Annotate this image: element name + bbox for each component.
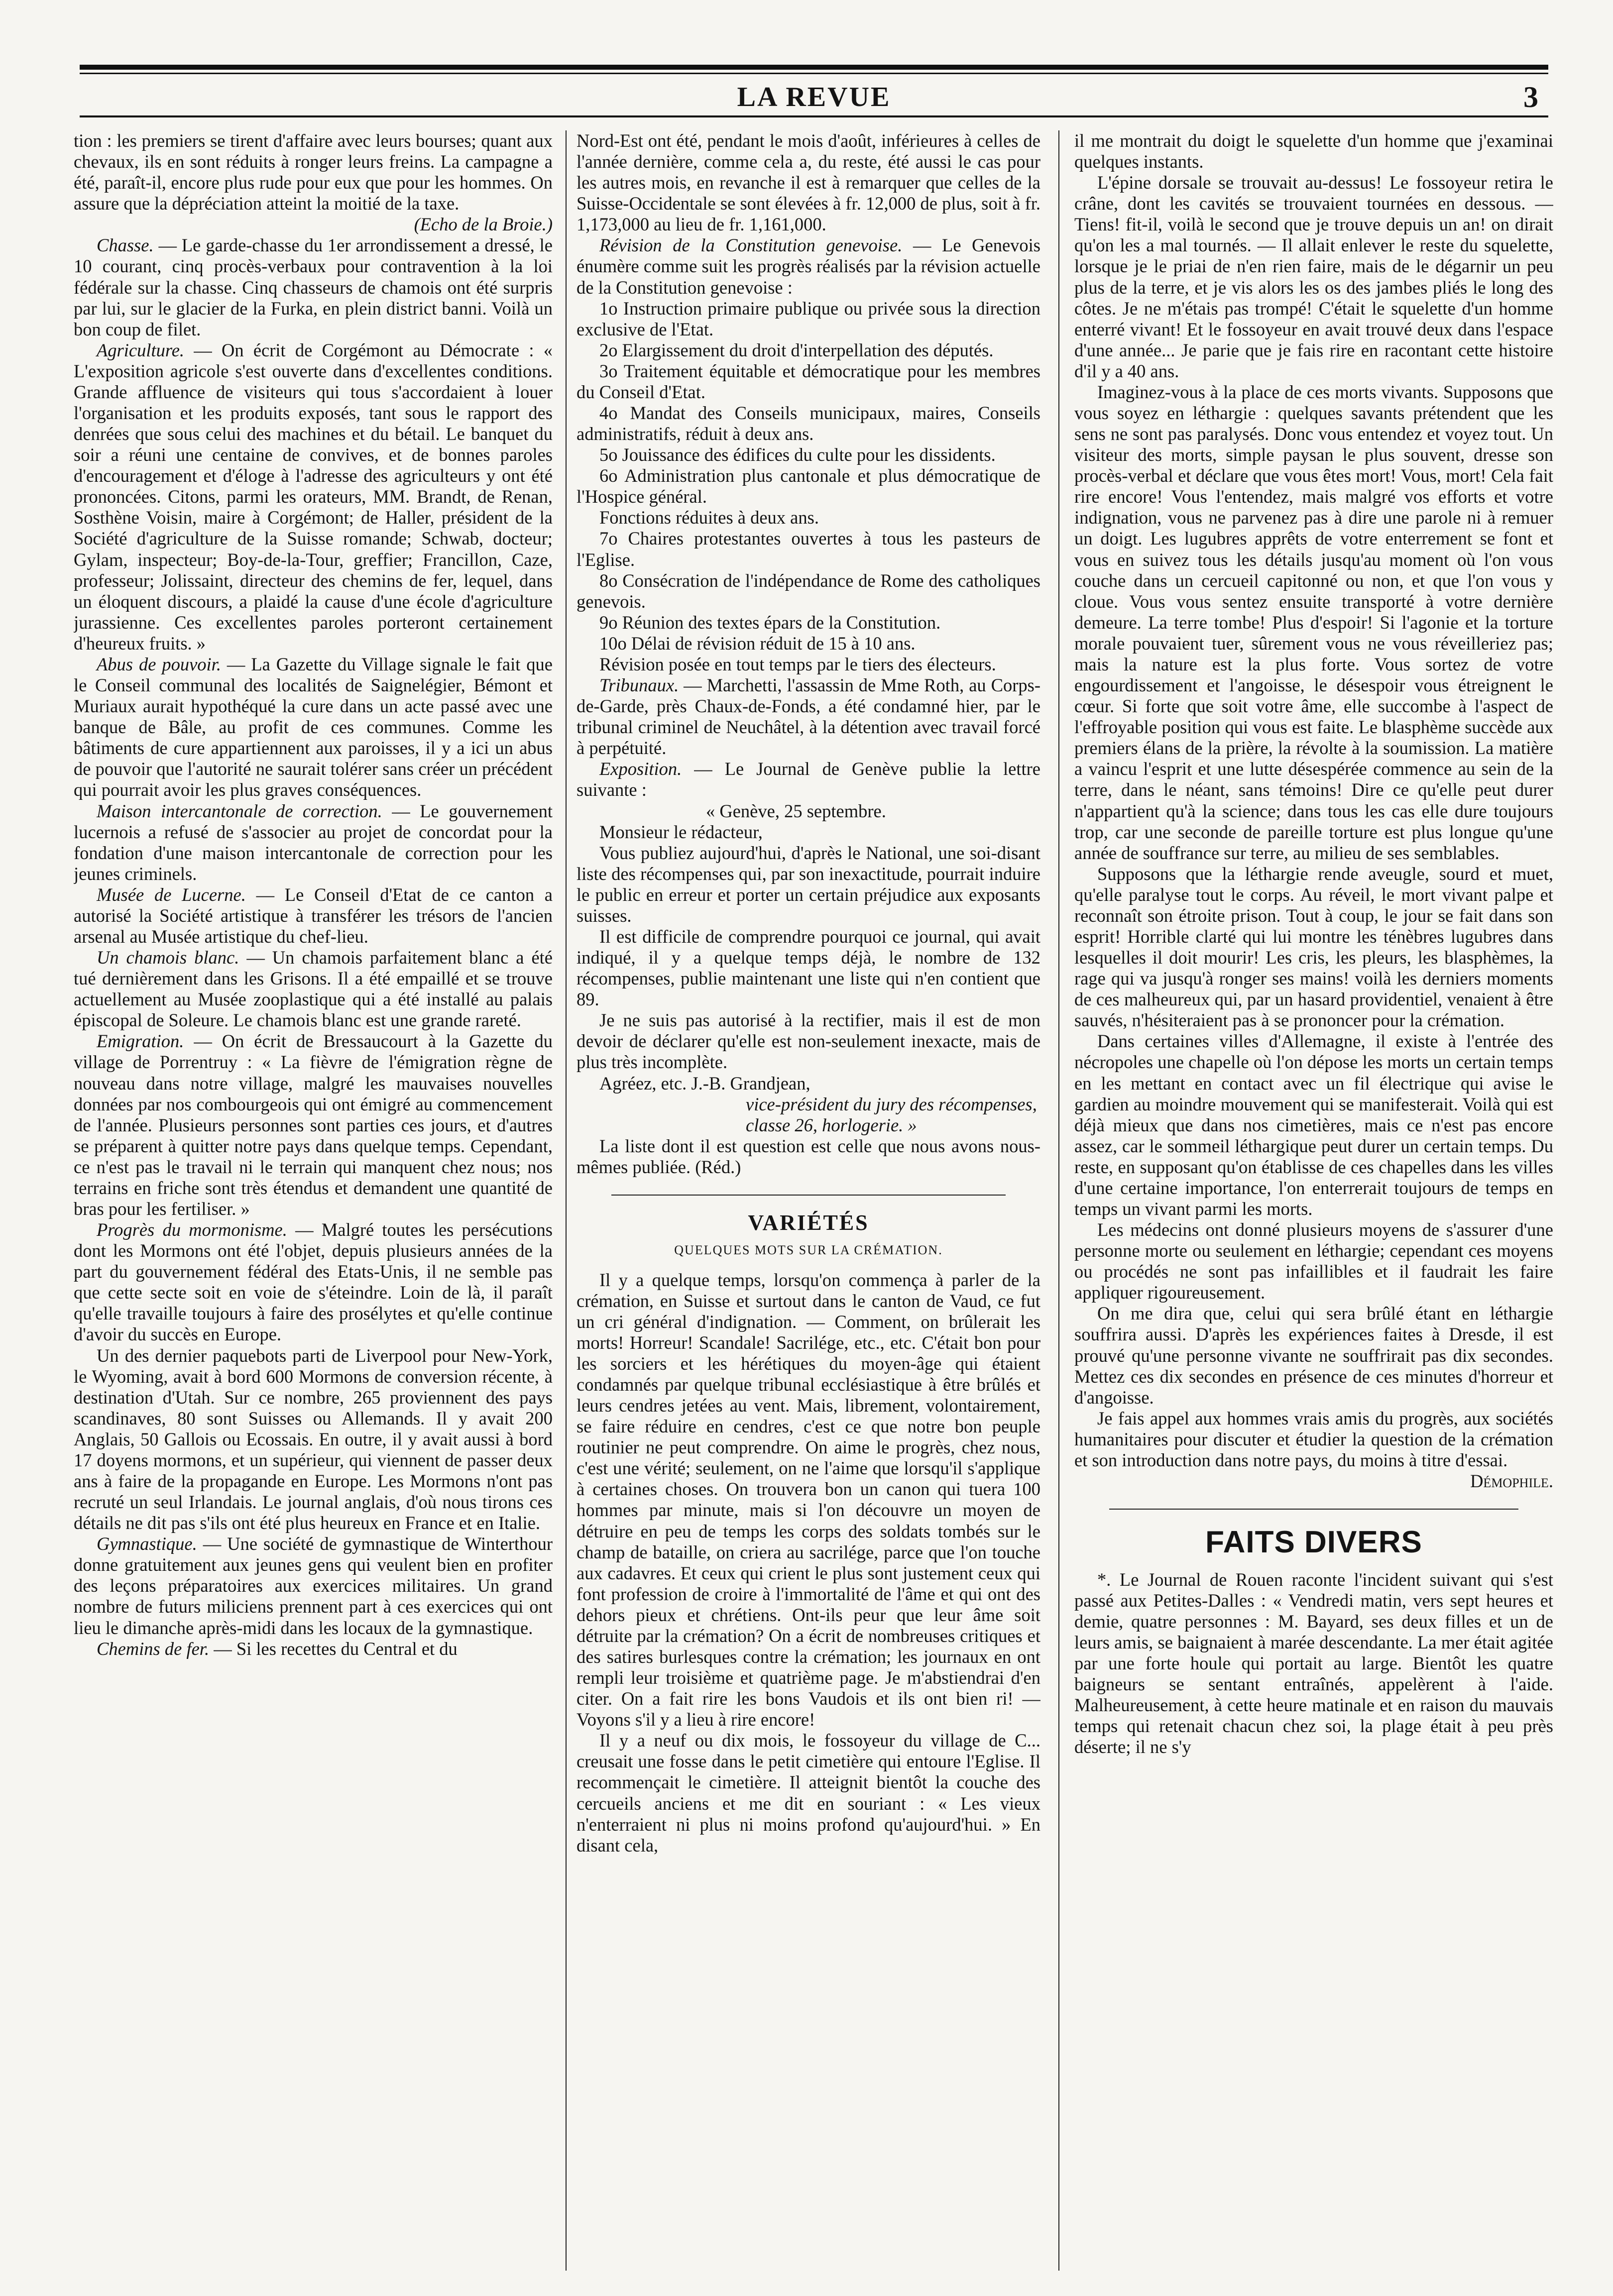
- paragraph: [576, 235, 1040, 298]
- section-separator: [1109, 1509, 1518, 1510]
- item-text: 7o Chaires protestantes ouvertes à tous les pasteurs de l'Eglise.: [576, 528, 1040, 570]
- item-title: Révision de la Constitution genevoise.: [599, 235, 903, 256]
- item-text: Il y a neuf ou dix mois, le fossoyeur du village de C... creusait une fosse dans le petit cimetière qui entoure l'Eglise. Il recommençait le cimetière. Il atteignit bientôt la couche des cercueils anciens et me dit en souriant : « Les vieux n'enterraient ni plus ni moins profond qu'aujourd'hui. » En disant cela,: [576, 1730, 1040, 1856]
- column-left: [74, 130, 553, 2266]
- item-title: Emigration.: [97, 1031, 184, 1052]
- item-text: — Le gouvernement lucernois a refusé de s'associer au projet de concordat pour la fondation d'une maison intercantonale de correction pour les jeunes criminels.: [74, 800, 553, 884]
- paragraph: [1074, 130, 1553, 172]
- top-rule-thin: [80, 73, 1548, 74]
- item-text: 9o Réunion des textes épars de la Constitution.: [599, 612, 941, 633]
- item-text: 8o Consécration de l'indépendance de Rome des catholiques genevois.: [576, 570, 1040, 612]
- item-text: L'épine dorsale se trouvait au-dessus! Le fossoyeur retira le crâne, dont les cavités se trouvaient tournées en dessous. — Tiens! fit-il, voilà le second que je trouve depuis un an! on dirait qu'on les a mal tournés. — Il allait enlever le reste du squelette, lorsque je le priai de n'en rien faire, mais de le dégarnir un peu plus de la terre, et je vis alors les os des jambes pliés le long des côtes. Je ne m'étais pas trompé! C'était le squelette d'un homme enterré vivant! Et le fossoyeur en avait trouvé deux dans l'espace d'une année... Je parie que je fais rire en racontant cette histoire d'il y a 40 ans.: [1074, 172, 1553, 381]
- item-text: 3o Traitement équitable et démocratique pour les membres du Conseil d'Etat.: [576, 360, 1040, 402]
- paragraph: [576, 654, 1040, 675]
- item-text: vice-président du jury des récompenses,: [746, 1093, 1037, 1114]
- news-items: [74, 130, 553, 1659]
- paragraph: [74, 801, 553, 884]
- paragraph: [74, 235, 553, 339]
- item-text: Monsieur le rédacteur,: [599, 821, 763, 842]
- article-body: [1074, 130, 1553, 1492]
- item-text: Nord-Est ont été, pendant le mois d'août, inférieures à celles de l'année dernière, comme cela a, du reste, été aussi le cas pour les autres mois, en revanche il est à remarquer que celles de la Suisse-Occidentale se sont élevées à fr. 12,000 de plus, soit à fr. 1,173,000 au lieu de fr. 1,161,000.: [576, 130, 1040, 235]
- item-text: Il est difficile de comprendre pourquoi ce journal, qui avait indiqué, il y a quelque temps déjà, le nombre de 132 récompenses, publie maintenant une liste qui n'en contient que 89.: [576, 926, 1040, 1010]
- item-text: 4o Mandat des Conseils municipaux, maires, Conseils administratifs, réduit à deux ans.: [576, 403, 1040, 444]
- item-title: Progrès du mormonisme.: [97, 1219, 287, 1240]
- item-text: Je fais appel aux hommes vrais amis du progrès, aux sociétés humanitaires pour discuter et étudier la question de la crémation et son introduction dans notre pays, du moins à titre d'essai.: [1074, 1408, 1553, 1470]
- item-text: Je ne suis pas autorisé à la rectifier, mais il est de mon devoir de déclarer qu'elle est non-seulement inexacte, mais de plus très incomplète.: [576, 1010, 1040, 1073]
- news-items: [576, 130, 1040, 1178]
- column-right: [1074, 130, 1553, 2266]
- item-title: Un chamois blanc.: [97, 947, 239, 968]
- paragraph: [74, 884, 553, 947]
- paragraph: [74, 340, 553, 654]
- paragraph: [576, 340, 1040, 361]
- item-text: On me dira que, celui qui sera brûlé étant en léthargie souffrira aussi. D'après les expériences faites à Dresde, il est prouvé qu'une personne vivante ne souffrirait pas dix secondes. Mettez ces dix secondes en présence de ces minutes d'horreur et d'angoisse.: [1074, 1303, 1553, 1408]
- paragraph: [74, 1031, 553, 1219]
- paragraph: [74, 947, 553, 1031]
- paragraph: [576, 528, 1040, 570]
- paragraph: [1074, 864, 1553, 1031]
- column-middle: [576, 130, 1040, 2266]
- item-text: — Un chamois parfaitement blanc a été tué dernièrement dans les Grisons. Il a été empaillé et se trouve actuellement au Musée zooplastique qui a été installé au palais épiscopal de Soleure. Le chamois blanc est une grande rareté.: [74, 947, 553, 1031]
- item-title: Agriculture.: [97, 339, 185, 360]
- paragraph: [576, 507, 1040, 528]
- item-text: classe 26, horlogerie. »: [746, 1114, 917, 1135]
- item-text: Il y a quelque temps, lorsqu'on commença à parler de la crémation, en Suisse et surtout dans le canton de Vaud, ce fut un cri général d'indignation. — Comment, on brûlerait les morts! Horreur! Scandale! Sacrilége, etc., etc. C'était bon pour les sorciers et les hérétiques du moyen-âge qui étaient condamnés par quelque tribunal ecclésiastique à être brûlés et leurs cendres jetées au vent. Mais, librement, volontairement, se faire réduire en cendres, c'est ce que notre bon peuple routinier ne peut comprendre. On aime le progrès, chez nous, c'est une vérité; seulement, on ne l'aime que lorsqu'il s'applique à certaines choses. On trouvera bon un canon qui tuera 100 hommes par minute, mais si l'on découvre un moyen de détruire en peu de temps les corps des soldats tombés sur le champ de bataille, on criera au sacrilége, parce que l'on touche aux cadavres. Et ceux qui crient le plus sont justement ceux qui font profession de croire à l'immortalité de l'âme et qui ont des dehors pieux et chrétiens. Ont-ils peur que leur âme soit détruite par la crémation? On a écrit de nombreuses critiques et des satires burlesques contre la crémation; les journaux en ont rempli leur troisième et quatrième page. Je m'abstiendrai d'en citer. On a fait rire les bons Vaudois et ils ont bien ri! — Voyons s'il y a lieu à rire encore!: [576, 1269, 1040, 1730]
- paragraph: [576, 633, 1040, 654]
- item-text: — Une société de gymnastique de Winterthour donne gratuitement aux jeunes gens qui veulent bien en profiter des leçons préparatoires aux exercices militaires. Un grand nombre de futurs miliciens prennent part à ces exercices qui ont lieu le dimanche après-midi dans les locaux de la gymnastique.: [74, 1533, 553, 1638]
- item-title: Musée de Lucerne.: [97, 884, 246, 905]
- paragraph: [576, 298, 1040, 340]
- paragraph: [576, 801, 1040, 822]
- paragraph: [74, 1639, 553, 1659]
- paragraph: [1074, 172, 1553, 382]
- paragraph: [1074, 1219, 1553, 1303]
- paragraph: [576, 130, 1040, 235]
- paragraph: [1074, 1408, 1553, 1471]
- item-text: — Le Journal de Genève publie la lettre suivante :: [576, 759, 1040, 800]
- item-text: Vous publiez aujourd'hui, d'après le National, une soi-disant liste des récompenses qui, par son inexactitude, pourrait induire le public en erreur et porter un certain préjudice aux exposants suisses.: [576, 842, 1040, 926]
- item-text: Fonctions réduites à deux ans.: [599, 507, 819, 528]
- paragraph: [576, 403, 1040, 444]
- paragraph: [576, 1270, 1040, 1731]
- item-text: — Si les recettes du Central et du: [209, 1638, 458, 1659]
- paragraph: [576, 465, 1040, 507]
- item-text: — On écrit de Bressaucourt à la Gazette du village de Porrentruy : « La fièvre de l'émigration règne de nouveau dans notre village, malgré les mauvaises nouvelles données par nos combourgeois qui ont émigré au commencement de l'année. Plusieurs personnes sont parties ces jours, et d'autres se préparent à quitter notre pays dans quelque temps. Cependant, ce n'est pas le travail ni le terrain qui manquent chez nous; nos terrains en friche sont très étendus et demandent une quantité de bras pour les fertiliser. »: [74, 1031, 553, 1219]
- item-text: *. Le Journal de Rouen raconte l'incident suivant qui s'est passé aux Petites-Dalles : « Vendredi matin, vers sept heures et demie, quatre personnes : M. Bayard, ses deux filles et un de leurs amis, se baignaient à marée descendante. La mer était agitée par une forte houle qui portait au large. Bientôt les quatre baigneurs se sentant entraînés, appelèrent à l'aide. Malheureusement, à cette heure matinale et en raison du mauvais temps qui retenait chacun chez soi, la plage était à peu près déserte; il ne s'y: [1074, 1569, 1553, 1757]
- item-text: — La Gazette du Village signale le fait que le Conseil communal des localités de Saignelégier, Bémont et Muriaux aurait hypothéqué la cure dans un acte passé avec une banque de Bâle, au profit de ces communes. Comme les bâtiments de cure appartiennent aux paroisses, il y a ici un abus de pouvoir que l'autorité ne saurait tolérer sans créer un précédent qui pourrait avoir les plus graves conséquences.: [74, 654, 553, 800]
- paragraph: [74, 1345, 553, 1534]
- paragraph: [74, 1219, 553, 1345]
- paragraph: [1074, 1303, 1553, 1408]
- page-title: LA REVUE: [737, 82, 891, 112]
- paragraph: [1074, 1569, 1553, 1758]
- item-text: — Le Conseil d'Etat de ce canton a autorisé la Société artistique à transférer les trésors de l'ancien arsenal au Musée artistique du chef-lieu.: [74, 884, 553, 947]
- item-text: tion : les premiers se tirent d'affaire avec leurs bourses; quant aux chevaux, ils en sont réduits à ronger leurs freins. La campagne a été, paraît-il, encore plus rude pour eux que pour les hommes. On assure que la dépréciation atteint la moitié de la taxe.: [74, 130, 553, 214]
- item-text: Supposons que la léthargie rende aveugle, sourd et muet, qu'elle paralyse tout le corps. Au réveil, le mort vivant palpe et reconnaît son étroite prison. Tout à coup, le jour se fait dans son esprit! Horrible clarté qui lui montre les ténèbres lugubres dans lesquelles il doit mourir! Les cris, les pleurs, les blasphèmes, la rage qui va jusqu'à ronger ses mains! voilà les derniers moments de ces malheureux qui, par un hasard providentiel, venaient à être sauvés, n'hésiteraient pas à se prononcer pour la crémation.: [1074, 863, 1553, 1031]
- item-text: — Malgré toutes les persécutions dont les Mormons ont été l'objet, depuis plusieurs années de la part du gouvernement fédéral des Etats-Unis, il ne semble pas que cette secte soit en voie de s'éteindre. Loin de là, il paraît qu'elle travaille toujours à faire des prosélytes et qu'elle continue d'avoir du succès en Europe.: [74, 1219, 553, 1345]
- item-text: (Echo de la Broie.): [414, 214, 553, 235]
- paragraph: [1074, 1031, 1553, 1219]
- item-text: 6o Administration plus cantonale et plus démocratique de l'Hospice général.: [576, 465, 1040, 507]
- item-text: Dans certaines villes d'Allemagne, il existe à l'entrée des nécropoles une chapelle où l'on dépose les morts un certain temps en les mettant en contact avec un fil électrique qui avise le gardien au moindre mouvement qui se manifesterait. Voilà qui est déjà mieux que dans nos cimetières, mais ce n'est pas encore assez, car le sommeil léthargique peut durer un certain temps. Du reste, en supposant qu'on établisse de ces chapelles dans les villes d'une certaine importance, l'on enterrerait toujours de temps en temps un vivant parmi les morts.: [1074, 1031, 1553, 1219]
- item-text: 2o Elargissement du droit d'interpellation des députés.: [599, 339, 994, 360]
- item-text: Imaginez-vous à la place de ces morts vivants. Supposons que vous soyez en léthargie : quelques savants prétendent que les sens ne sont pas paralysés. Donc vous entendez et voyez tout. Un visiteur des morts, simple paysan le plus souvent, dresse son procès-verbal et déclare que vous êtes mort! Vous, mort! Cela fait rire encore! Vous l'entendez, mais malgré vos efforts et votre indignation, vous ne parvenez pas à dire une parole ni à remuer un doigt. Les lugubres apprêts de votre enterrement se font et vous en suivez tous les détails jusqu'au moment où l'on vous couche dans un cercueil capitonné ou non, et que l'on vous y cloue. Vous vous sentez ensuite transporté à votre dernière demeure. La terre tombe! Plus d'espoir! Si l'agonie et la torture morale pouvaient tuer, sûrement vous ne vous réveilleriez pas; mais la nature est la plus forte. Vous sortez de votre engourdissement et l'angoisse, le désespoir vous étreignent le cœur. Si forte que soit votre âme, elle succombe à l'aspect de l'effroyable position qui vous est faite. Le blasphème succède aux premiers élans de la prière, la révolte à la soumission. La matière a vaincu l'esprit et une lutte désespérée commence au sein de la terre, dans le néant, sans témoins! Dire ce qu'elle peut durer n'appartient qu'à la science; dans tous les cas elle dure toujours trop, car une seconde de pareille torture est plus longue qu'une année de souffrance sur terre, au milieu de ses semblables.: [1074, 381, 1553, 863]
- item-text: — Le Genevois énumère comme suit les progrès réalisés par la révision actuelle de la Constitution genevoise :: [576, 235, 1040, 298]
- section-title-varietes: VARIÉTÉS: [748, 1210, 869, 1235]
- top-rule: [80, 65, 1548, 70]
- item-text: 1o Instruction primaire publique ou privée sous la direction exclusive de l'Etat.: [576, 298, 1040, 339]
- paragraph: [576, 1730, 1040, 1856]
- item-text: — On écrit de Corgémont au Démocrate : « L'exposition agricole s'est ouverte dans d'excellentes conditions. Grande affluence de visiteurs qui tous s'accordaient à louer l'organisation et les produits exposés, tant sous le rapport des denrées que sous celui des machines et du bétail. Le banquet du soir a réuni une centaine de convives, et de bonnes paroles d'encouragement et d'éloge à l'adresse des agriculteurs y ont été prononcées. Citons, parmi les orateurs, MM. Brandt, de Renan, Sosthène Voisin, maire à Corgémont; de Haller, président de la Société d'agriculture de la Suisse romande; Schwab, docteur; Gylam, inspecteur; Boy-de-la-Tour, greffier; Francillon, Caze, professeur; Jolissaint, directeur des chemins de fer, lequel, dans un éloquent discours, a plaidé la cause d'une école d'agriculture jurassienne. Ces excellentes paroles porteront certainement d'heureux fruits. »: [74, 339, 553, 654]
- paragraph: [576, 759, 1040, 800]
- paragraph: [576, 444, 1040, 465]
- paragraph: [576, 1094, 1040, 1115]
- paragraph: [576, 822, 1040, 843]
- item-text: il me montrait du doigt le squelette d'un homme que j'examinai quelques instants.: [1074, 130, 1553, 172]
- column-divider: [566, 130, 567, 2271]
- paragraph: [576, 843, 1040, 926]
- article-body: [576, 1270, 1040, 1856]
- paragraph: [576, 1115, 1040, 1136]
- paragraph: [576, 926, 1040, 1010]
- item-text: La liste dont il est question est celle que nous avons nous-mêmes publiée. (Réd.): [576, 1135, 1040, 1177]
- paragraph: [74, 130, 553, 214]
- item-text: Révision posée en tout temps par le tiers des électeurs.: [599, 654, 996, 674]
- column-divider: [1058, 130, 1059, 2271]
- paragraph: [576, 361, 1040, 403]
- item-title: Exposition.: [599, 759, 682, 779]
- item-text: — Marchetti, l'assassin de Mme Roth, au Corps-de-Garde, près Chaux-de-Fonds, a été condamné hier, par le tribunal criminel de Neuchâtel, à la détention avec travail forcé à perpétuité.: [576, 675, 1040, 759]
- section-subtitle: QUELQUES MOTS SUR LA CRÉMATION.: [674, 1242, 943, 1257]
- paragraph: [576, 1010, 1040, 1073]
- paragraph: [576, 675, 1040, 759]
- section-separator: [611, 1195, 1006, 1196]
- item-title: Gymnastique.: [97, 1533, 197, 1554]
- paragraph: [74, 654, 553, 801]
- page-number: 3: [1523, 81, 1538, 113]
- paragraph: [74, 214, 553, 235]
- paragraph: [576, 1136, 1040, 1178]
- paragraph: [74, 1533, 553, 1638]
- paragraph: [1074, 1471, 1553, 1492]
- item-text: Les médecins ont donné plusieurs moyens de s'assurer d'une personne morte ou seulement en léthargie; cependant ces moyens ou procédés ne sont pas infaillibles et il faudrait les faire appliquer rigoureusement.: [1074, 1219, 1553, 1303]
- item-text: Agréez, etc. J.-B. Grandjean,: [599, 1073, 810, 1093]
- item-text: — Le garde-chasse du 1er arrondissement a dressé, le 10 courant, cinq procès-verbaux pour contravention à la loi fédérale sur la chasse. Cinq chasseurs de chamois ont été surpris par lui, sur le glacier de la Furka, en plein district banni. Voilà un bon coup de filet.: [74, 235, 553, 339]
- item-title: Chasse.: [97, 235, 154, 256]
- paragraph: [576, 612, 1040, 633]
- paragraph: [1074, 382, 1553, 864]
- paragraph: [576, 1073, 1040, 1094]
- item-title: Abus de pouvoir.: [97, 654, 221, 674]
- item-title: Chemins de fer.: [97, 1638, 210, 1659]
- section-title-faits-divers: FAITS DIVERS: [1205, 1525, 1422, 1560]
- item-text: « Genève, 25 septembre.: [706, 800, 886, 821]
- item-text: Un des dernier paquebots parti de Liverpool pour New-York, le Wyoming, avait à bord 600 Mormons de conversion récente, à destination d'Utah. Sur ce nombre, 265 proviennent des pays scandinaves, 80 sont Suisses ou Allemands. Il y avait 200 Anglais, 50 Gallois ou Ecossais. En outre, il y avait aussi à bord 17 doyens mormons, et un supérieur, qui viennent de passer deux ans à faire de la propagande en Europe. Les Mormons n'ont pas recruté un seul Irlandais. Le journal anglais, d'où nous tirons ces détails ne dit pas s'ils ont été plus heureux en France et en Italie.: [74, 1345, 553, 1533]
- item-title: Tribunaux.: [599, 675, 679, 696]
- item-text: Démophile.: [1470, 1471, 1553, 1491]
- header-rule: [80, 115, 1548, 117]
- paragraph: [576, 570, 1040, 612]
- item-text: 10o Délai de révision réduit de 15 à 10 ans.: [599, 633, 916, 654]
- item-title: Maison intercantonale de correction.: [97, 800, 382, 821]
- item-text: 5o Jouissance des édifices du culte pour les dissidents.: [599, 444, 996, 465]
- news-items: [1074, 1569, 1553, 1758]
